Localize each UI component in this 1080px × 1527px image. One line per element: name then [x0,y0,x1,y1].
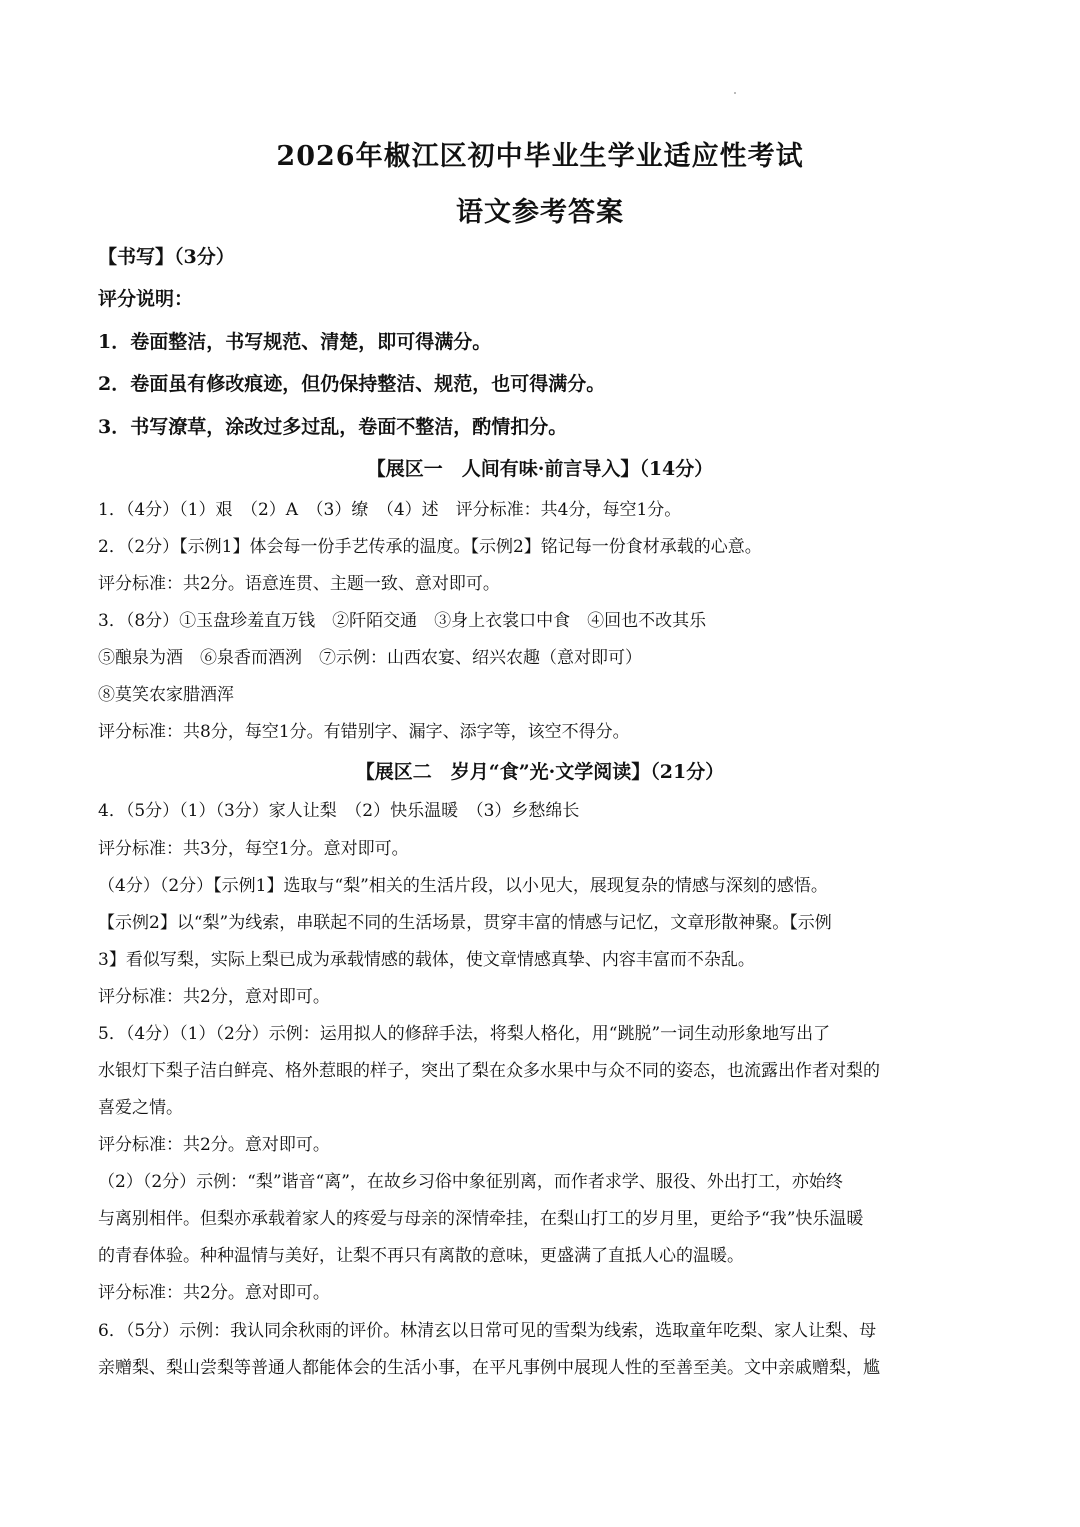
answer-line: 评分标准：共2分。语意连贯、主题一致、意对即可。 [98,574,500,594]
scan-speck [734,92,736,94]
section2-heading: 【展区二 岁月“食”光·文学阅读】（21分） [355,761,725,783]
writing-note-label: 评分说明： [98,288,194,310]
writing-rule: 2．卷面虽有修改痕迹，但仍保持整洁、规范，也可得满分。 [98,373,606,395]
answer-line: 评分标准：共2分，意对即可。 [98,987,330,1007]
answer-line: 评分标准：共2分。意对即可。 [98,1135,330,1155]
answer-line: （4分）（2分）【示例1】选取与“梨”相关的生活片段，以小见大，展现复杂的情感与深刻的感悟。 [98,876,828,896]
answer-line: 【示例2】以“梨”为线索，串联起不同的生活场景，贯穿丰富的情感与记忆，文章形散神聚。【示例 [98,913,832,933]
answer-line: （2）（2分）示例：“梨”谐音“离”，在故乡习俗中象征别离，而作者求学、服役、外出打工，亦始终 [98,1172,843,1192]
answer-line: 3．（8分）①玉盘珍羞直万钱 ②阡陌交通 ③身上衣裳口中食 ④回也不改其乐 [98,611,707,631]
answer-line: 评分标准：共3分，每空1分。意对即可。 [98,839,409,859]
document-subtitle: 语文参考答案 [456,197,624,228]
answer-line: ⑧莫笑农家腊酒浑 [98,685,234,705]
writing-rule: 3．书写潦草，涂改过多过乱，卷面不整洁，酌情扣分。 [98,416,568,438]
answer-line: 亲赠梨、梨山尝梨等普通人都能体会的生活小事，在平凡事例中展现人性的至善至美。文中亲戚赠梨，尴 [98,1358,880,1378]
answer-line: 1．（4分）（1）艰 （2）A （3）缭 （4）述 评分标准：共4分，每空1分。 [98,500,682,520]
answer-line: ⑤酿泉为酒 ⑥泉香而酒洌 ⑦示例：山西农宴、绍兴农趣（意对即可） [98,648,642,668]
answer-line: 3】看似写梨，实际上梨已成为承载情感的载体，使文章情感真挚、内容丰富而不杂乱。 [98,950,755,970]
section1-heading: 【展区一 人间有味·前言导入】（14分） [366,458,714,480]
writing-rule: 1．卷面整洁，书写规范、清楚，即可得满分。 [98,331,492,353]
document-title: 2026年椒江区初中毕业生学业适应性考试 [276,141,804,172]
answer-line: 的青春体验。种种温情与美好，让梨不再只有离散的意味，更盛满了直抵人心的温暖。 [98,1246,744,1266]
answer-line: 水银灯下梨子洁白鲜亮、格外惹眼的样子，突出了梨在众多水果中与众不同的姿态，也流露出作者对梨的 [98,1061,880,1081]
answer-line: 6．（5分）示例：我认同余秋雨的评价。林清玄以日常可见的雪梨为线索，选取童年吃梨、家人让梨、母 [98,1321,877,1341]
answer-line: 2．（2分）【示例1】体会每一份手艺传承的温度。【示例2】铭记每一份食材承载的心意。 [98,537,762,557]
answer-line: 与离别相伴。但梨亦承载着家人的疼爱与母亲的深情牵挂，在梨山打工的岁月里，更给予“我”快乐温暖 [98,1209,864,1229]
answer-line: 评分标准：共8分，每空1分。有错别字、漏字、添字等，该空不得分。 [98,722,630,742]
answer-line: 4．（5分）（1）（3分）家人让梨 （2）快乐温暖 （3）乡愁绵长 [98,801,580,821]
writing-heading: 【书写】（3分） [98,246,235,268]
answer-line: 5．（4分）（1）（2分）示例：运用拟人的修辞手法，将梨人格化，用“跳脱”一词生动形象地写出了 [98,1024,831,1044]
answer-line: 喜爱之情。 [98,1098,183,1118]
answer-line: 评分标准：共2分。意对即可。 [98,1283,330,1303]
